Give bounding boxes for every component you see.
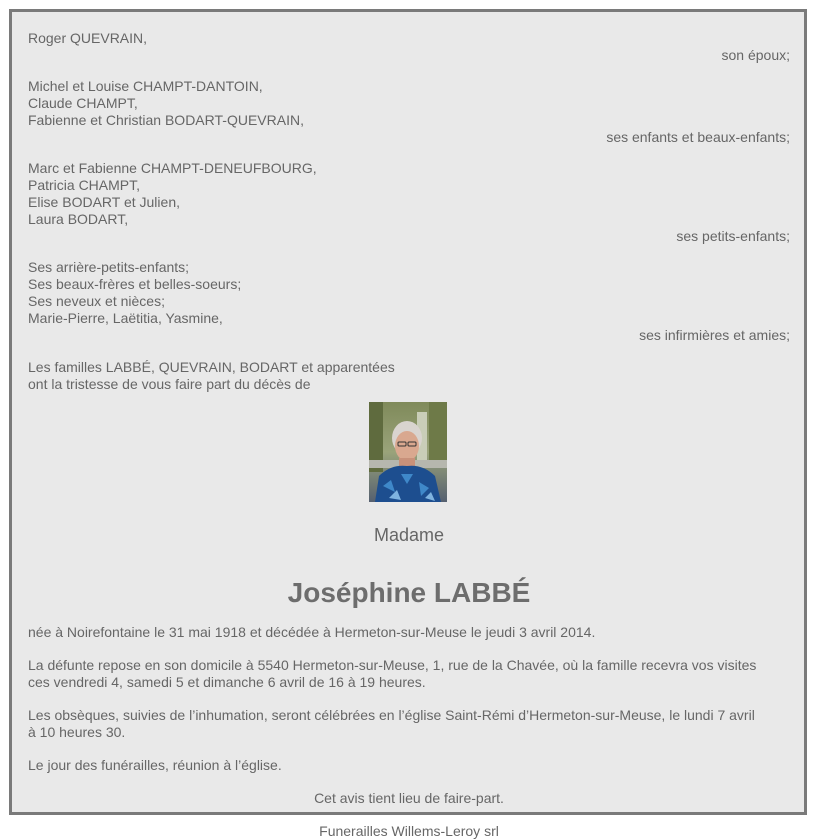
relative-line: Ses neveux et nièces; xyxy=(28,293,165,309)
visit-info xyxy=(28,657,790,691)
children-block xyxy=(28,78,790,146)
relative-line: Marie-Pierre, Laëtitia, Yasmine, xyxy=(28,310,223,326)
birth-death-text xyxy=(28,624,790,641)
spouse-block xyxy=(28,30,790,64)
meeting-info: Le jour des funérailles, réunion à l’église. xyxy=(28,757,282,773)
spouse-relation: son époux; xyxy=(721,47,790,63)
grandchild-name: Patricia CHAMPT, xyxy=(28,177,141,193)
children-relation: ses enfants et beaux-enfants; xyxy=(606,129,790,145)
funeral-info xyxy=(28,707,790,741)
spouse-name: Roger QUEVRAIN, xyxy=(28,30,148,46)
deceased-name: Joséphine LABBÉ xyxy=(287,577,531,608)
announce-line: ont la tristesse de vous faire part du décès de xyxy=(28,376,311,392)
relative-line: Ses arrière-petits-enfants; xyxy=(28,259,190,275)
undertaker-name: Funerailles Willems-Leroy srl xyxy=(319,823,499,839)
birth-death-line: née à Noirefontaine le 31 mai 1918 et décédée à Hermeton-sur-Meuse le jeudi 3 avril 2014. xyxy=(28,624,596,640)
deceased-title: Madame xyxy=(373,525,445,545)
announce-line: Les familles LABBÉ, QUEVRAIN, BODART et apparentées xyxy=(28,359,395,375)
grandchild-name: Elise BODART et Julien, xyxy=(28,194,180,210)
grandchildren-block xyxy=(28,160,790,245)
funeral-line: Les obsèques, suivies de l’inhumation, seront célébrées en l’église Saint-Rémi d’Hermeton-sur-Meuse, le lundi 7 avril xyxy=(28,707,755,723)
announcement xyxy=(28,359,790,393)
funeral-line: à 10 heures 30. xyxy=(28,724,126,740)
visit-line: La défunte repose en son domicile à 5540 Hermeton-sur-Meuse, 1, rue de la Chavée, où la famille recevra vos visites xyxy=(28,657,757,673)
relative-line: Ses beaux-frères et belles-soeurs; xyxy=(28,276,242,292)
child-name: Michel et Louise CHAMPT-DANTOIN, xyxy=(28,78,263,94)
portrait-photo xyxy=(369,402,447,502)
obituary-frame xyxy=(9,9,807,839)
grandchild-name: Laura BODART, xyxy=(28,211,129,227)
child-name: Fabienne et Christian BODART-QUEVRAIN, xyxy=(28,112,304,128)
grandchildren-relation: ses petits-enfants; xyxy=(676,228,790,244)
others-block xyxy=(28,259,790,344)
obituary-content xyxy=(28,30,790,840)
notice-text: Cet avis tient lieu de faire-part. xyxy=(314,790,504,806)
visit-line: ces vendredi 4, samedi 5 et dimanche 6 avril de 16 à 19 heures. xyxy=(28,674,426,690)
child-name: Claude CHAMPT, xyxy=(28,95,138,111)
others-relation: ses infirmières et amies; xyxy=(639,327,790,343)
grandchild-name: Marc et Fabienne CHAMPT-DENEUFBOURG, xyxy=(28,160,317,176)
